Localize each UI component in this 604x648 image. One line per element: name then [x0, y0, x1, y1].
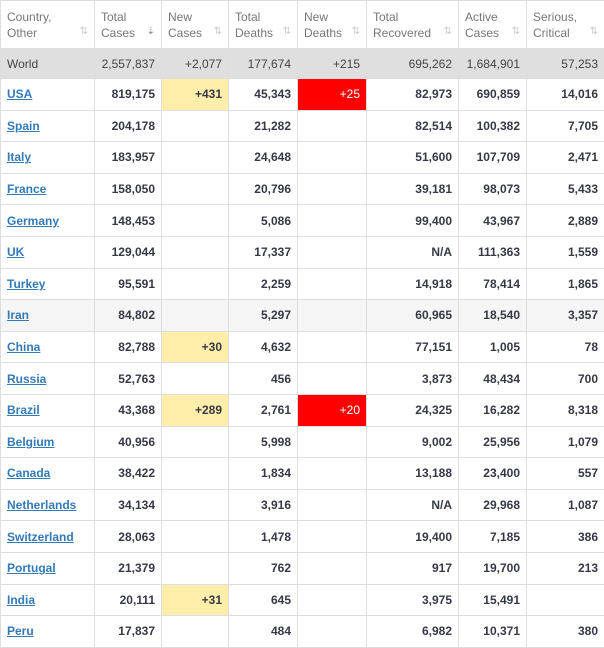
cell-country [1, 616, 95, 648]
table-row [1, 268, 604, 300]
cell-total-deaths: 3,916 [229, 489, 298, 521]
header-total-deaths[interactable] [229, 1, 298, 49]
cell-country [1, 205, 95, 237]
cell-new-deaths [298, 521, 367, 553]
header-label-line2: Recovered [373, 26, 431, 40]
cell-new-cases [162, 205, 229, 237]
cell-active-cases: 1,684,901 [459, 49, 527, 79]
sort-icon[interactable]: ⇅ [214, 24, 222, 40]
cell-total-recovered: N/A [367, 236, 459, 268]
sort-icon[interactable]: ⇅ [444, 24, 452, 40]
cell-new-deaths [298, 142, 367, 174]
cell-total-deaths: 21,282 [229, 110, 298, 142]
header-new-deaths[interactable] [298, 1, 367, 49]
cell-total-cases: 129,044 [95, 236, 162, 268]
cell-total-recovered: 39,181 [367, 173, 459, 205]
cell-new-deaths: +20 [298, 394, 367, 426]
cell-new-deaths [298, 173, 367, 205]
cell-total-deaths: 1,834 [229, 458, 298, 490]
header-label-line2: Deaths [304, 26, 342, 40]
cell-total-recovered: 917 [367, 552, 459, 584]
table-row [1, 173, 604, 205]
cell-total-recovered: 3,873 [367, 363, 459, 395]
header-total-cases[interactable] [95, 1, 162, 49]
cell-new-cases [162, 458, 229, 490]
cell-serious-critical: 380 [527, 616, 604, 648]
cell-active-cases: 107,709 [459, 142, 527, 174]
cell-total-cases: 17,837 [95, 616, 162, 648]
cell-country [1, 331, 95, 363]
table-row [1, 458, 604, 490]
cell-active-cases: 10,371 [459, 616, 527, 648]
cell-new-deaths [298, 616, 367, 648]
cell-active-cases: 29,968 [459, 489, 527, 521]
cell-total-deaths: 1,478 [229, 521, 298, 553]
cell-total-recovered: 82,973 [367, 79, 459, 111]
table-row [1, 300, 604, 332]
cell-new-cases [162, 363, 229, 395]
cell-total-cases: 204,178 [95, 110, 162, 142]
header-row [1, 1, 604, 49]
sort-icon[interactable]: ⇅ [512, 24, 520, 40]
cell-new-cases [162, 489, 229, 521]
cell-total-deaths: 2,259 [229, 268, 298, 300]
cell-serious-critical [527, 584, 604, 616]
header-label-line2: Deaths [235, 26, 273, 40]
cell-serious-critical: 700 [527, 363, 604, 395]
header-country[interactable] [1, 1, 95, 49]
cell-serious-critical: 1,559 [527, 236, 604, 268]
cell-serious-critical: 1,087 [527, 489, 604, 521]
cell-new-deaths: +25 [298, 79, 367, 111]
cell-active-cases: 16,282 [459, 394, 527, 426]
header-label-line1: Country, [7, 10, 51, 24]
cell-total-deaths: 17,337 [229, 236, 298, 268]
cell-total-cases: 183,957 [95, 142, 162, 174]
table-row [1, 142, 604, 174]
cell-total-deaths: 20,796 [229, 173, 298, 205]
cell-total-recovered: 77,151 [367, 331, 459, 363]
cell-total-cases: 21,379 [95, 552, 162, 584]
cell-new-deaths [298, 489, 367, 521]
country-link[interactable]: USA [7, 87, 32, 101]
cell-serious-critical: 78 [527, 331, 604, 363]
cell-total-cases: 82,788 [95, 331, 162, 363]
cell-total-recovered: 19,400 [367, 521, 459, 553]
header-total-recovered[interactable] [367, 1, 459, 49]
cell-serious-critical: 57,253 [527, 49, 604, 79]
cell-serious-critical: 2,889 [527, 205, 604, 237]
header-label-line1: Total [235, 10, 260, 24]
table-row [1, 79, 604, 111]
cell-serious-critical: 213 [527, 552, 604, 584]
country-link[interactable]: India [7, 593, 35, 607]
cell-active-cases: 25,956 [459, 426, 527, 458]
cell-total-deaths: 484 [229, 616, 298, 648]
country-link[interactable]: Peru [7, 624, 34, 638]
cell-new-deaths [298, 552, 367, 584]
cell-country [1, 110, 95, 142]
country-link[interactable]: Spain [7, 119, 40, 133]
table-row [1, 110, 604, 142]
country-link[interactable]: Netherlands [7, 498, 76, 512]
cell-new-deaths [298, 300, 367, 332]
table-row [1, 552, 604, 584]
cell-serious-critical: 1,865 [527, 268, 604, 300]
cell-total-cases: 38,422 [95, 458, 162, 490]
cell-total-recovered: 9,002 [367, 426, 459, 458]
cell-new-deaths [298, 426, 367, 458]
cell-serious-critical: 1,079 [527, 426, 604, 458]
country-link[interactable]: Brazil [7, 403, 40, 417]
cell-serious-critical: 557 [527, 458, 604, 490]
cell-country [1, 489, 95, 521]
country-link[interactable]: UK [7, 245, 24, 259]
cell-serious-critical: 386 [527, 521, 604, 553]
cell-new-cases: +2,077 [162, 49, 229, 79]
cell-active-cases: 43,967 [459, 205, 527, 237]
cell-new-deaths: +215 [298, 49, 367, 79]
cell-total-deaths: 645 [229, 584, 298, 616]
cell-country [1, 363, 95, 395]
cell-serious-critical: 2,471 [527, 142, 604, 174]
cell-total-deaths: 5,086 [229, 205, 298, 237]
cell-total-cases: 34,134 [95, 489, 162, 521]
cell-new-cases: +289 [162, 394, 229, 426]
cell-new-cases [162, 173, 229, 205]
country-link[interactable]: Iran [7, 308, 29, 322]
cell-country [1, 236, 95, 268]
header-label-line2: Cases [465, 26, 499, 40]
cell-total-recovered: 99,400 [367, 205, 459, 237]
cell-active-cases: 48,434 [459, 363, 527, 395]
cell-new-deaths [298, 331, 367, 363]
cell-total-deaths: 2,761 [229, 394, 298, 426]
cell-active-cases: 19,700 [459, 552, 527, 584]
table-row [1, 236, 604, 268]
cell-total-deaths: 5,998 [229, 426, 298, 458]
table-row [1, 489, 604, 521]
cell-country: World [1, 49, 95, 79]
cell-active-cases: 111,363 [459, 236, 527, 268]
cell-new-cases: +431 [162, 79, 229, 111]
header-label-line1: Serious, [533, 10, 577, 24]
cell-country [1, 300, 95, 332]
cell-serious-critical: 5,433 [527, 173, 604, 205]
sort-icon[interactable]: ⇅ [590, 24, 598, 40]
header-serious-critical[interactable] [527, 1, 604, 49]
cell-new-cases [162, 142, 229, 174]
table-row [1, 616, 604, 648]
table-row [1, 426, 604, 458]
header-label-line1: Total [373, 10, 398, 24]
cell-active-cases: 18,540 [459, 300, 527, 332]
country-link[interactable]: Italy [7, 150, 31, 164]
header-label-line1: Total [101, 10, 126, 24]
table-row [1, 394, 604, 426]
cell-country [1, 458, 95, 490]
cell-total-cases: 40,956 [95, 426, 162, 458]
cell-new-cases [162, 616, 229, 648]
header-label-line2: Cases [101, 26, 135, 40]
cell-serious-critical: 7,705 [527, 110, 604, 142]
cell-total-deaths: 177,674 [229, 49, 298, 79]
table-row [1, 331, 604, 363]
cell-active-cases: 100,382 [459, 110, 527, 142]
cell-new-cases [162, 521, 229, 553]
cell-new-cases: +31 [162, 584, 229, 616]
cell-country [1, 142, 95, 174]
cell-total-recovered: 24,325 [367, 394, 459, 426]
cell-total-cases: 43,368 [95, 394, 162, 426]
table-row [1, 584, 604, 616]
cell-new-cases [162, 236, 229, 268]
header-label-line1: Active [465, 10, 498, 24]
cell-total-deaths: 4,632 [229, 331, 298, 363]
cell-new-deaths [298, 363, 367, 395]
table-row [1, 521, 604, 553]
cell-active-cases: 690,859 [459, 79, 527, 111]
cell-serious-critical: 8,318 [527, 394, 604, 426]
cell-total-deaths: 762 [229, 552, 298, 584]
cell-total-deaths: 456 [229, 363, 298, 395]
sort-icon[interactable]: ⇅ [80, 24, 88, 40]
cell-total-cases: 148,453 [95, 205, 162, 237]
cell-new-cases [162, 552, 229, 584]
cell-total-recovered: 13,188 [367, 458, 459, 490]
cell-active-cases: 7,185 [459, 521, 527, 553]
cell-total-recovered: 60,965 [367, 300, 459, 332]
country-link[interactable]: Switzerland [7, 530, 74, 544]
country-link[interactable]: Canada [7, 466, 50, 480]
cell-total-deaths: 5,297 [229, 300, 298, 332]
sort-icon[interactable]: ⇅ [283, 24, 291, 40]
cell-total-recovered: 51,600 [367, 142, 459, 174]
header-label-line2: Cases [168, 26, 202, 40]
cell-active-cases: 1,005 [459, 331, 527, 363]
cell-new-cases: +30 [162, 331, 229, 363]
country-link[interactable]: Russia [7, 372, 46, 386]
cell-new-deaths [298, 584, 367, 616]
cell-serious-critical: 3,357 [527, 300, 604, 332]
header-new-cases[interactable] [162, 1, 229, 49]
cell-total-cases: 84,802 [95, 300, 162, 332]
world-row [1, 49, 604, 79]
cell-total-recovered: 3,975 [367, 584, 459, 616]
cell-new-cases [162, 268, 229, 300]
cell-country [1, 584, 95, 616]
header-active-cases[interactable] [459, 1, 527, 49]
cell-active-cases: 78,414 [459, 268, 527, 300]
cell-total-recovered: 695,262 [367, 49, 459, 79]
cell-country [1, 394, 95, 426]
cell-country [1, 173, 95, 205]
cell-new-cases [162, 300, 229, 332]
cell-new-cases [162, 426, 229, 458]
country-link[interactable]: Germany [7, 214, 59, 228]
cell-country [1, 521, 95, 553]
sort-desc-icon[interactable]: ⇣ [147, 24, 155, 40]
sort-icon[interactable]: ⇅ [352, 24, 360, 40]
cell-new-deaths [298, 205, 367, 237]
cell-new-deaths [298, 110, 367, 142]
table-row [1, 205, 604, 237]
cell-active-cases: 23,400 [459, 458, 527, 490]
cell-total-cases: 52,763 [95, 363, 162, 395]
cell-total-cases: 2,557,837 [95, 49, 162, 79]
cell-active-cases: 98,073 [459, 173, 527, 205]
header-label-line2: Other [7, 26, 37, 40]
cell-total-cases: 28,063 [95, 521, 162, 553]
cell-country [1, 268, 95, 300]
header-label-line1: New [304, 10, 328, 24]
cell-total-recovered: 6,982 [367, 616, 459, 648]
cell-total-cases: 20,111 [95, 584, 162, 616]
cell-new-deaths [298, 458, 367, 490]
cell-total-deaths: 24,648 [229, 142, 298, 174]
country-link[interactable]: France [7, 182, 46, 196]
country-link[interactable]: Turkey [7, 277, 45, 291]
cell-new-cases [162, 110, 229, 142]
cell-total-cases: 158,050 [95, 173, 162, 205]
header-label-line2: Critical [533, 26, 570, 40]
country-link[interactable]: Portugal [7, 561, 56, 575]
cell-total-recovered: N/A [367, 489, 459, 521]
cell-total-deaths: 45,343 [229, 79, 298, 111]
cell-country [1, 426, 95, 458]
cell-total-cases: 819,175 [95, 79, 162, 111]
cell-active-cases: 15,491 [459, 584, 527, 616]
cell-serious-critical: 14,016 [527, 79, 604, 111]
country-link[interactable]: China [7, 340, 40, 354]
cell-total-recovered: 82,514 [367, 110, 459, 142]
header-label-line1: New [168, 10, 192, 24]
cell-total-recovered: 14,918 [367, 268, 459, 300]
cell-country [1, 552, 95, 584]
country-link[interactable]: Belgium [7, 435, 54, 449]
cell-new-deaths [298, 236, 367, 268]
cell-total-cases: 95,591 [95, 268, 162, 300]
cell-country [1, 79, 95, 111]
cell-new-deaths [298, 268, 367, 300]
table-row [1, 363, 604, 395]
